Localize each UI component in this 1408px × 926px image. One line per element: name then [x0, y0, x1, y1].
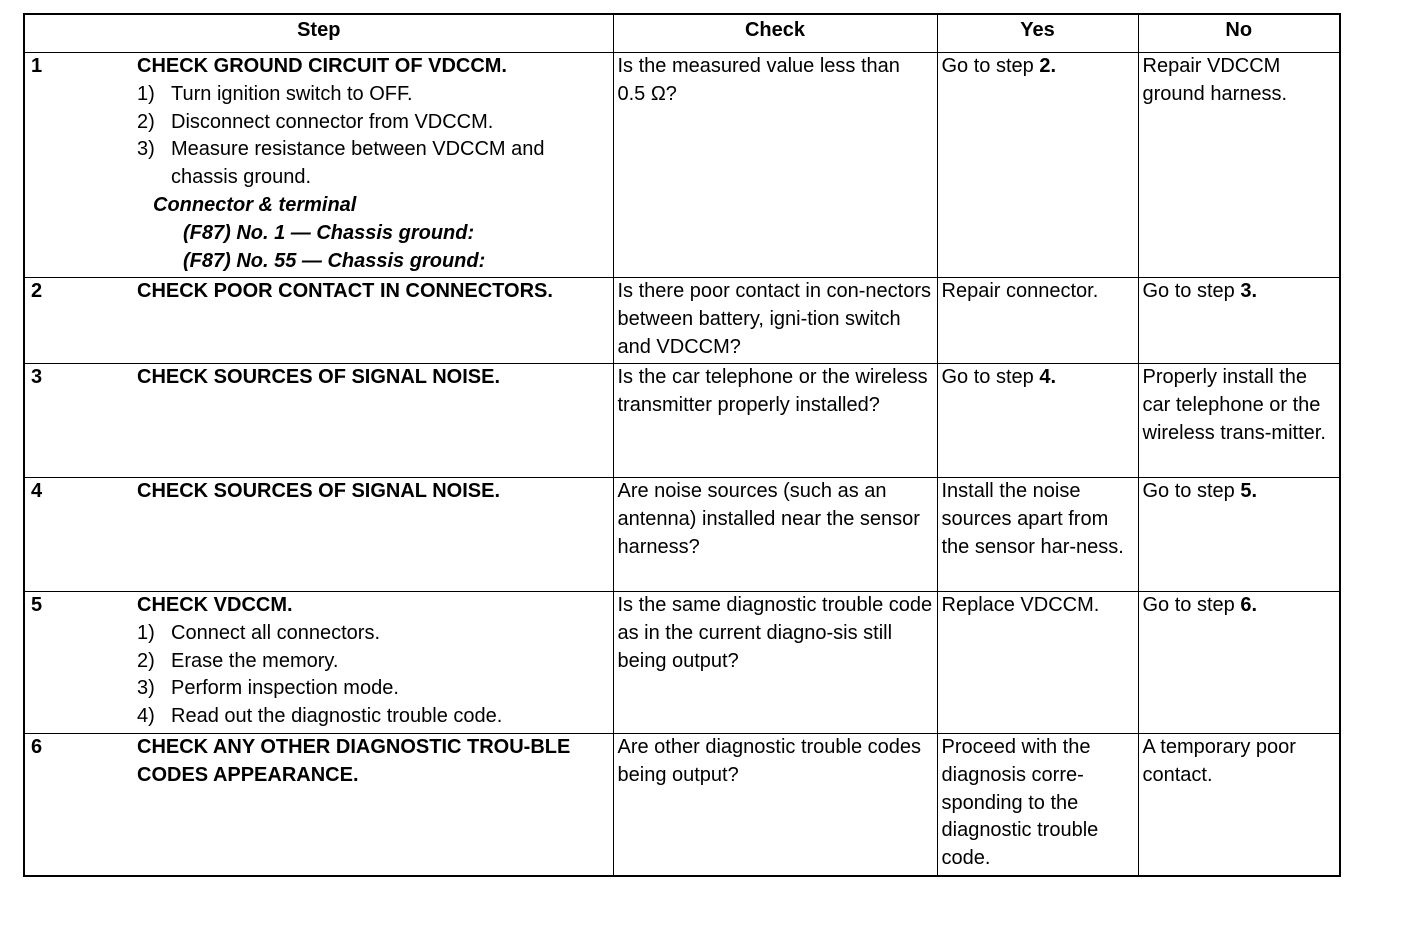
step-ref: 2. [1039, 55, 1057, 77]
step-title: CHECK SOURCES OF SIGNAL NOISE. [137, 480, 501, 502]
table-row [24, 278, 1340, 364]
diagnosis-table [23, 13, 1341, 877]
connector-item: (F87) No. 1 — Chassis ground: [183, 221, 475, 244]
yes-cell: Repair connector. [937, 278, 1138, 364]
check-cell: Is there poor contact in con-nectors between battery, igni-tion switch and VDCCM? [613, 278, 937, 364]
yes-cell: Go to step 2. [937, 53, 1138, 278]
substep: 1) Connect all connectors. [137, 621, 381, 644]
substep: 3) Measure resistance between VDCCM and chassis ground. [137, 138, 545, 189]
step-cell [24, 278, 613, 364]
no-cell: A temporary poor contact. [1138, 734, 1340, 877]
header-yes: Yes [937, 14, 1138, 53]
step-ref: 5. [1240, 480, 1258, 502]
step-number: 1 [31, 55, 43, 77]
step-number: 3 [31, 366, 43, 388]
step-title: CHECK GROUND CIRCUIT OF VDCCM. [137, 55, 507, 77]
no-cell: Repair VDCCM ground harness. [1138, 53, 1340, 278]
check-cell: Are other diagnostic trouble codes being output? [613, 734, 937, 877]
step-number: 5 [31, 594, 43, 616]
header-check: Check [613, 14, 937, 53]
table-row [24, 53, 1340, 278]
step-number: 2 [31, 280, 43, 302]
step-number: 6 [31, 736, 43, 758]
check-cell: Is the car telephone or the wireless transmitter properly installed? [613, 364, 937, 478]
substep: 1) Turn ignition switch to OFF. [137, 82, 413, 105]
header-row [24, 14, 1340, 53]
yes-cell: Go to step 4. [937, 364, 1138, 478]
yes-cell: Install the noise sources apart from the sensor har-ness. [937, 478, 1138, 592]
connector-item: (F87) No. 55 — Chassis ground: [183, 249, 486, 272]
no-cell: Go to step 5. [1138, 478, 1340, 592]
step-ref: 6. [1240, 594, 1258, 616]
step-ref: 4. [1039, 366, 1057, 388]
substep-list [137, 620, 609, 731]
check-cell: Is the same diagnostic trouble code as in the current diagno-sis still being output? [613, 592, 937, 734]
step-title: CHECK VDCCM. [137, 594, 293, 616]
check-cell: Are noise sources (such as an antenna) installed near the sensor harness? [613, 478, 937, 592]
table-row [24, 734, 1340, 877]
step-cell [24, 53, 613, 278]
substep: 3) Perform inspection mode. [137, 677, 399, 700]
step-title: CHECK POOR CONTACT IN CONNECTORS. [137, 280, 553, 302]
step-ref: 3. [1240, 280, 1258, 302]
check-cell: Is the measured value less than 0.5 Ω? [613, 53, 937, 278]
yes-cell: Proceed with the diagnosis corre-sponding to the diagnostic trouble code. [937, 734, 1138, 877]
step-cell [24, 592, 613, 734]
step-cell [24, 734, 613, 877]
yes-cell: Replace VDCCM. [937, 592, 1138, 734]
connector-label: Connector & terminal [153, 193, 357, 216]
no-cell: Go to step 3. [1138, 278, 1340, 364]
substep: 2) Erase the memory. [137, 649, 339, 672]
header-no: No [1138, 14, 1340, 53]
table-row [24, 364, 1340, 478]
substep: 4) Read out the diagnostic trouble code. [137, 705, 503, 728]
substep: 2) Disconnect connector from VDCCM. [137, 110, 494, 133]
substep-list [137, 81, 609, 192]
step-cell [24, 478, 613, 592]
header-step: Step [24, 14, 613, 53]
no-cell: Properly install the car telephone or the wireless trans-mitter. [1138, 364, 1340, 478]
step-cell [24, 364, 613, 478]
table-row [24, 478, 1340, 592]
step-title: CHECK ANY OTHER DIAGNOSTIC TROU-BLE CODES APPEARANCE. [137, 736, 571, 786]
no-cell: Go to step 6. [1138, 592, 1340, 734]
table-row [24, 592, 1340, 734]
step-title: CHECK SOURCES OF SIGNAL NOISE. [137, 366, 501, 388]
step-number: 4 [31, 480, 43, 502]
